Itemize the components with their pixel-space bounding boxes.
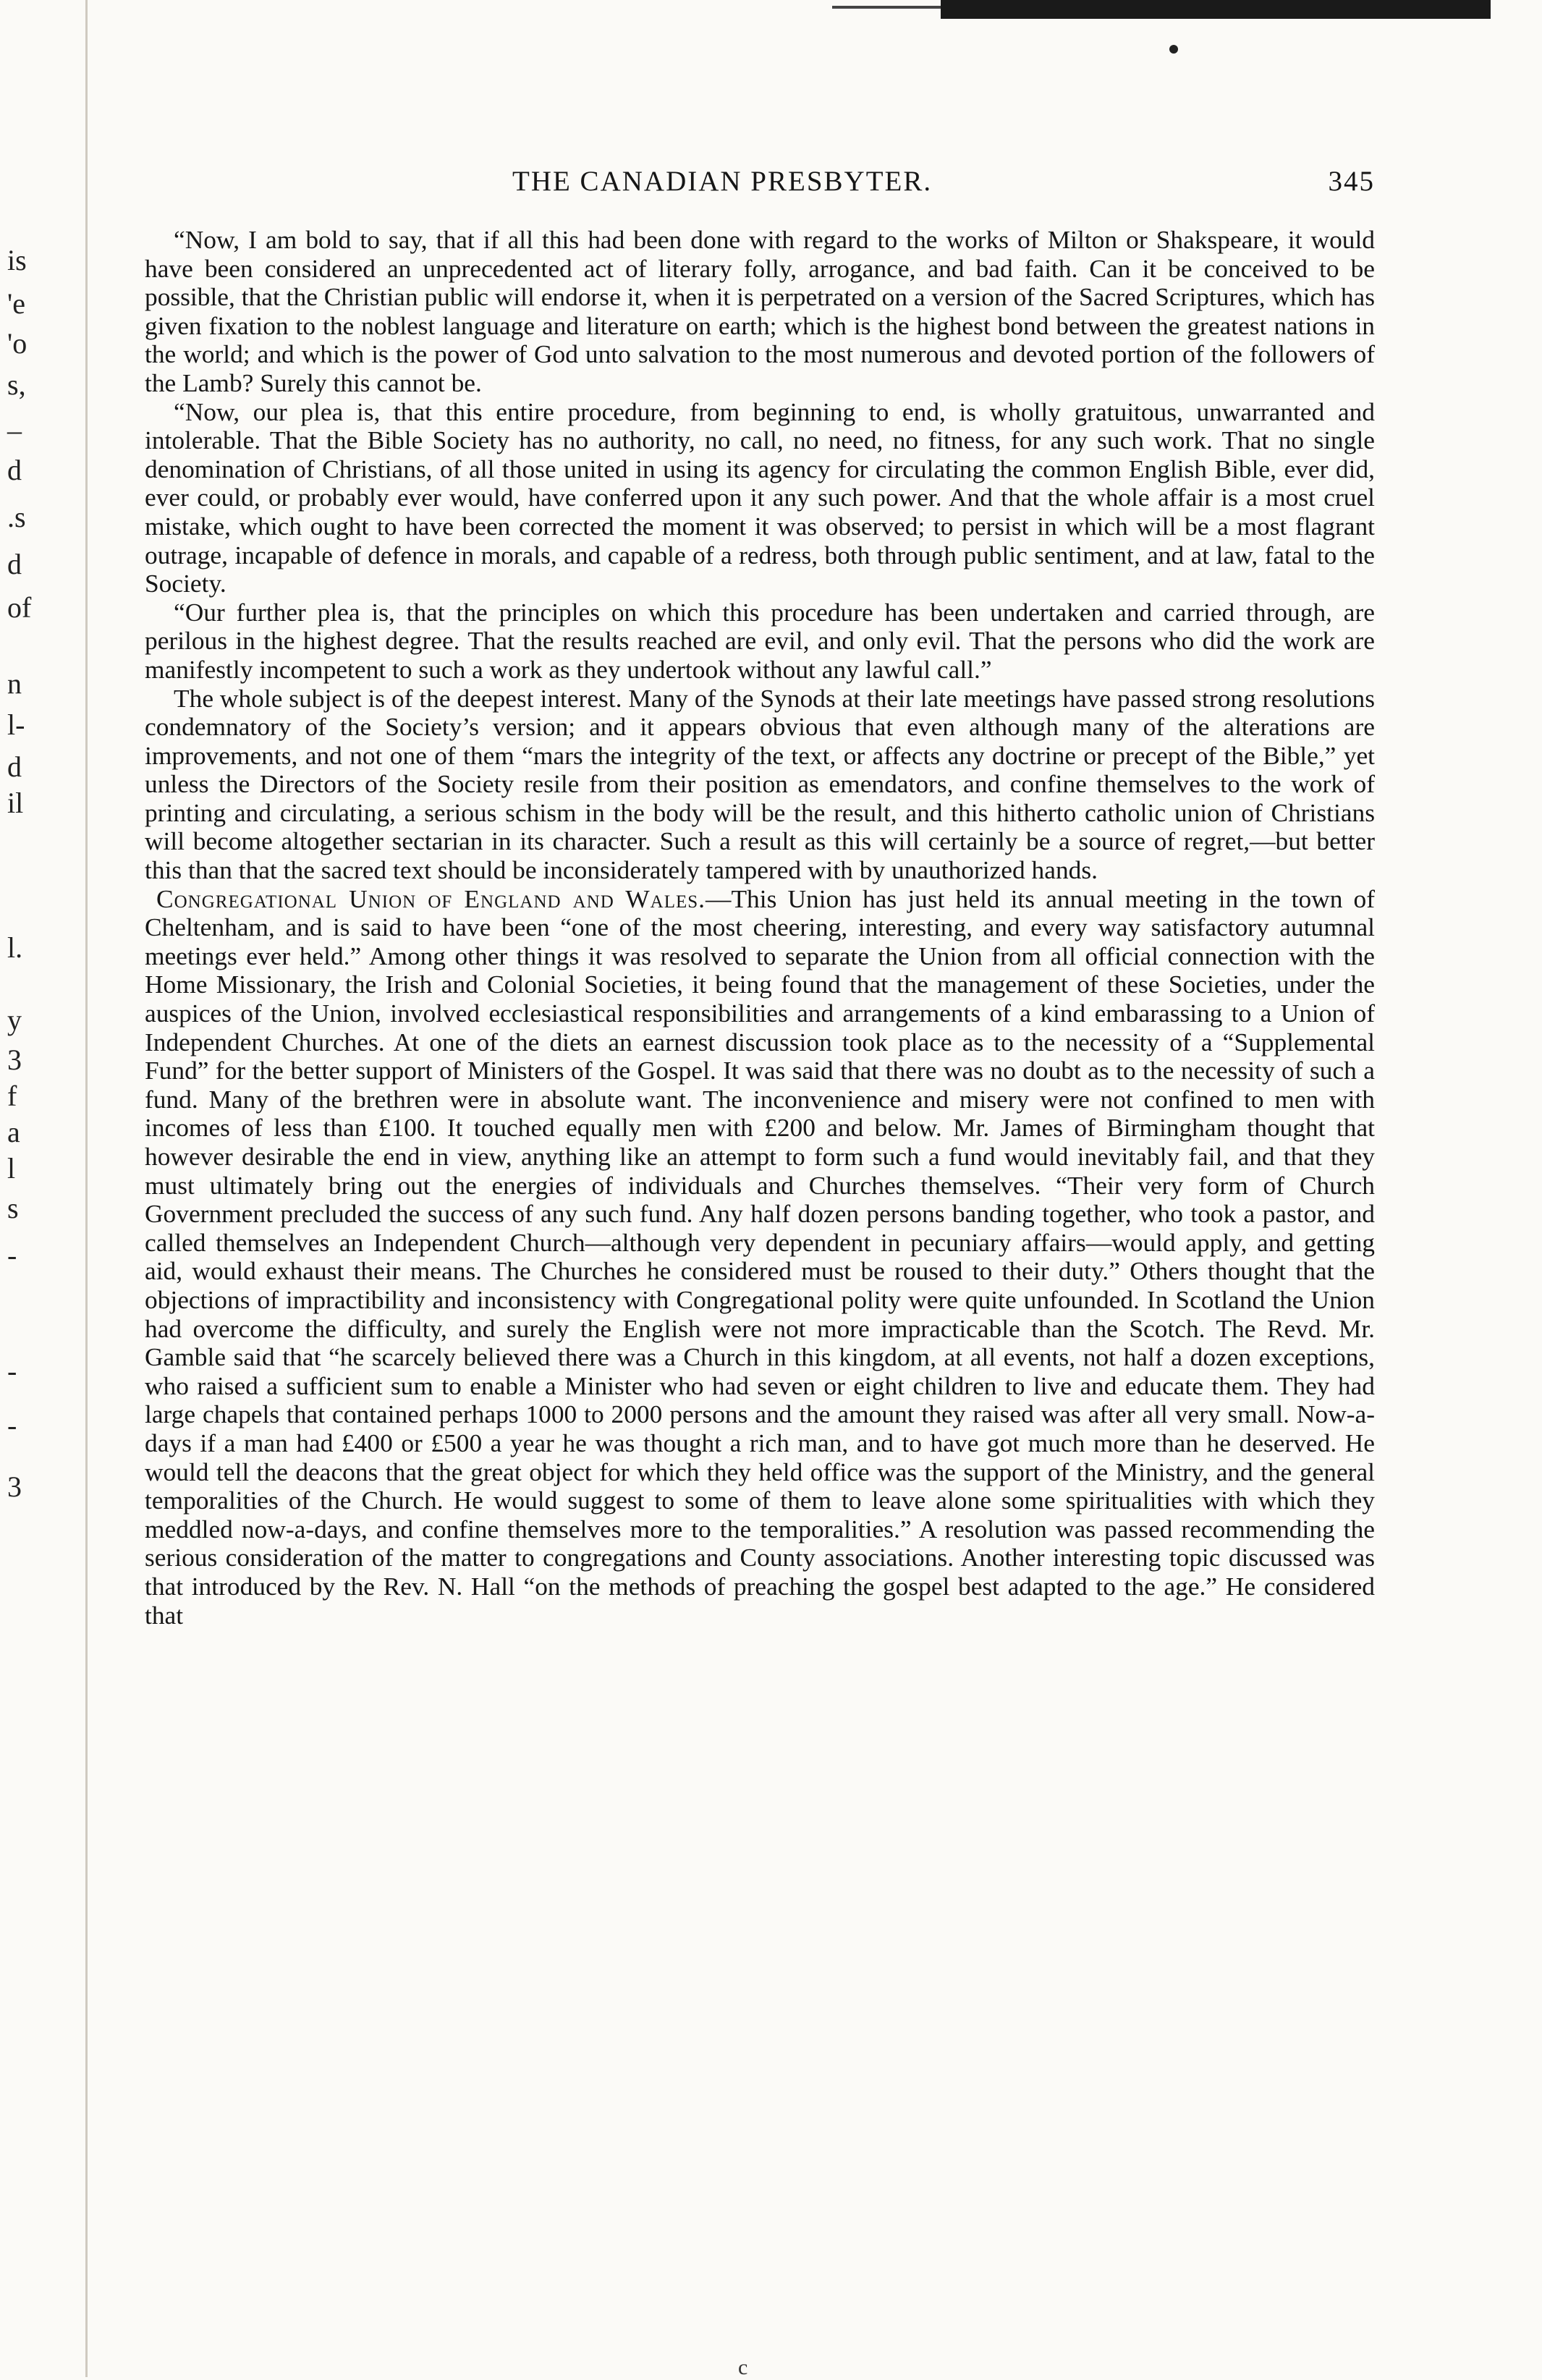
- margin-fragment: 'e: [7, 287, 25, 320]
- margin-fragment: -: [7, 1239, 17, 1271]
- running-title: THE CANADIAN PRESBYTER.: [512, 166, 933, 197]
- margin-fragment: is: [7, 244, 27, 276]
- margin-fragment: l.: [7, 931, 23, 964]
- section-heading: Congregational Union of England and Wales.: [156, 884, 706, 913]
- margin-fragment: l-: [7, 708, 25, 741]
- left-margin-bleed: [0, 239, 80, 2373]
- top-rule-thin: [832, 6, 941, 9]
- top-rule: [941, 0, 1491, 19]
- margin-fragment: d: [7, 750, 22, 783]
- margin-fragment: .s: [7, 501, 26, 533]
- ink-dot: [1169, 45, 1178, 54]
- page-number: 345: [1328, 166, 1375, 197]
- margin-fragment: l: [7, 1152, 16, 1185]
- gutter-shadow: [85, 0, 88, 2377]
- section-text: —This Union has just held its annual meeting in the town of Cheltenham, and is said to have been “one of the most cheering, interesting, and every way satisfactory autumnal meetings ever held.” Among other things it was resolved to separate the Union from all official connection with the Home Missionary, the Irish and Colonial Societies, it being found that the management of these Societies, under the auspices of the Union, involved ecclesiastical responsibilities and arrangements of a kind embarassing to a Union of Independent Churches. At one of the diets an earnest discussion took place as to the necessity of a “Supplemental Fund” for the better support of Ministers of the Gospel. It was said that there was no doubt as to the necessity of such a fund. Many of the brethren were in absolute want. The inconvenience and misery were not confined to men with incomes of less than £100. It touched equally men with £200 and below. Mr. James of Birmingham thought that however desirable the end in view, anything like an attempt to form such a fund would inevitably fail, and that they must ultimately bring out the energies of individuals and Churches themselves. “Their very form of Church Government precluded the success of any such fund. Any half dozen persons banding together, who took a pastor, and called themselves an Independent Church—although very dependent in pecuniary affairs—would apply, and getting aid, would exhaust their means. The Churches he considered must be roused to their duty.” Others thought that the objections of impractibility and inconsistency with Congregational polity were quite unfounded. In Scotland the Union had overcome the difficulty, and surely the English were not more impracticable than the Scotch. The Revd. Mr. Gamble said that “he scarcely believed there was a Church in this kingdom, at all events, not half a dozen exceptions, who raised a sufficient sum to enable a Minister who had seven or eight children to live and educate them. They had large chapels that contained perhaps 1000 to 2000 persons and the amount they raised was after all very small. Now-a-days if a man had £400 or £500 a year he was thought a rich man, and to have got much more than he deserved. He would tell the deacons that the great object for which they held office was the support of the Ministry, and the general temporalities of the Church. He would suggest to some of them to leave alone some spiritualities with which they meddled now-a-days, and confine themselves more to the temporalities.” A resolution was passed recommending the serious consideration of the matter to congregations and County associations. Another interesting topic discussed was that introduced by the Rev. N. Hall “on the methods of preaching the gospel best adapted to the age.” He considered that: [145, 884, 1375, 1630]
- margin-fragment: -: [7, 1409, 17, 1441]
- margin-fragment: f: [7, 1080, 17, 1112]
- margin-fragment: –: [7, 414, 22, 446]
- margin-fragment: y: [7, 1004, 22, 1036]
- section-paragraph: [145, 885, 1375, 1630]
- margin-fragment: 'o: [7, 327, 27, 360]
- paragraph: “Our further plea is, that the principles on which this procedure has been undertaken and carried through, are perilous in the highest degree. That the results reached are evil, and only evil. That the persons who did the work are manifestly incompetent to such a work as they undertook without any lawful call.”: [145, 597, 1375, 684]
- margin-fragment: s: [7, 1192, 19, 1224]
- footer-mark: c: [738, 2355, 748, 2379]
- running-header: [145, 165, 1375, 208]
- margin-fragment: s,: [7, 368, 26, 401]
- margin-fragment: -: [7, 1355, 17, 1387]
- paragraph: The whole subject is of the deepest interest. Many of the Synods at their late meetings have passed strong resolutions condemnatory of the Society’s version; and it appears obvious that even although many of the alterations are improvements, and not one of them “mars the integrity of the text, or affects any doctrine or precept of the Bible,” yet unless the Directors of the Society resile from their position as emendators, and confine themselves to the work of printing and circulating, a serious schism in the body will be the result, and this hitherto catholic union of Christians will become altogether sectarian in its character. Such a result as this will certainly be a source of regret,—but better this than that the sacred text should be inconsiderately tampered with by unauthorized hands.: [145, 683, 1375, 885]
- margin-fragment: n: [7, 667, 22, 700]
- margin-fragment: 3: [7, 1470, 22, 1503]
- margin-fragment: il: [7, 787, 24, 819]
- margin-fragment: d: [7, 548, 22, 580]
- margin-fragment: d: [7, 454, 22, 486]
- paragraph: “Now, I am bold to say, that if all this had been done with regard to the works of Milton or Shakspeare, it would have been considered an unprecedented act of literary folly, arrogance, and bad faith. Can it be conceived to be possible, that the Christian public will endorse it, when it is perpetrated on a version of the Sacred Scriptures, which has given fixation to the noblest language and literature on earth; which is the highest bond between the greatest nations in the world; and which is the power of God unto salvation to the most numerous and devoted portion of the followers of the Lamb? Surely this cannot be.: [145, 225, 1375, 397]
- margin-fragment: a: [7, 1116, 20, 1148]
- margin-fragment: of: [7, 591, 32, 624]
- paragraph: “Now, our plea is, that this entire procedure, from beginning to end, is wholly gratuitous, unwarranted and intolerable. That the Bible Society has no authority, no call, no need, no fitness, for any such work. That no single denomination of Christians, of all those united in using its agency for circulating the common English Bible, ever did, ever could, or probably ever would, have conferred upon it any such power. And that the whole affair is a most cruel mistake, which ought to have been corrected the moment it was observed; to persist in which will be a most flagrant outrage, incapable of defence in morals, and capable of a redress, both through public sentiment, and at law, fatal to the Society.: [145, 397, 1375, 598]
- margin-fragment: 3: [7, 1043, 22, 1076]
- article-body: [145, 226, 1375, 1630]
